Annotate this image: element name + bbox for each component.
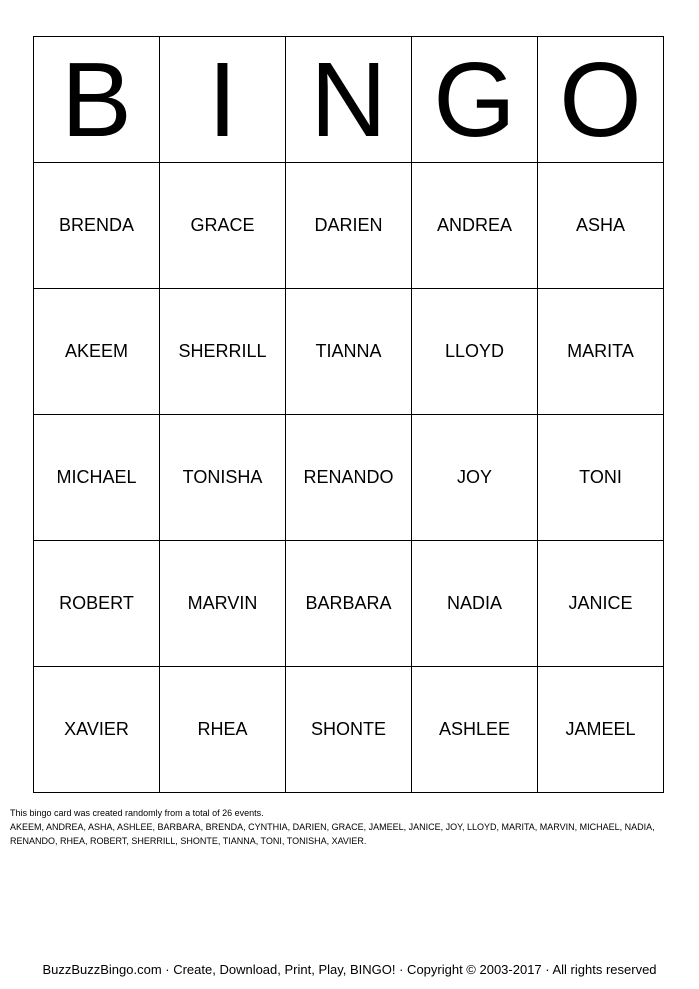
- bingo-cell: RHEA: [160, 667, 286, 793]
- bingo-cell: RENANDO: [286, 415, 412, 541]
- bingo-cell: SHONTE: [286, 667, 412, 793]
- bingo-cell: TONISHA: [160, 415, 286, 541]
- bingo-cell: MARVIN: [160, 541, 286, 667]
- bingo-cell: MICHAEL: [34, 415, 160, 541]
- bingo-row: [34, 667, 664, 793]
- bingo-card: [33, 36, 664, 793]
- bingo-cell: ASHA: [538, 163, 664, 289]
- header-letter-o: O: [538, 37, 664, 163]
- note-event-list-line-1: AKEEM, ANDREA, ASHA, ASHLEE, BARBARA, BRENDA, CYNTHIA, DARIEN, GRACE, JAMEEL, JANICE, JOY, LLOYD, MARITA, MARVIN, MICHAEL, NADIA,: [10, 822, 655, 832]
- bingo-row: [34, 541, 664, 667]
- bingo-cell: ROBERT: [34, 541, 160, 667]
- bingo-cell: AKEEM: [34, 289, 160, 415]
- bingo-cell: SHERRILL: [160, 289, 286, 415]
- bingo-row: [34, 163, 664, 289]
- bingo-cell: LLOYD: [412, 289, 538, 415]
- card-note: [10, 806, 692, 848]
- bingo-cell: BRENDA: [34, 163, 160, 289]
- bingo-cell: NADIA: [412, 541, 538, 667]
- bingo-cell: TIANNA: [286, 289, 412, 415]
- bingo-cell: TONI: [538, 415, 664, 541]
- bingo-cell: MARITA: [538, 289, 664, 415]
- bingo-cell: JOY: [412, 415, 538, 541]
- bingo-header-row: [34, 37, 664, 163]
- bingo-row: [34, 289, 664, 415]
- footer-text: BuzzBuzzBingo.com · Create, Download, Print, Play, BINGO! · Copyright © 2003-2017 · All rights reserved: [42, 962, 657, 977]
- note-intro: This bingo card was created randomly from a total of 26 events.: [10, 808, 264, 818]
- bingo-cell: DARIEN: [286, 163, 412, 289]
- header-letter-n: N: [286, 37, 412, 163]
- header-letter-b: B: [34, 37, 160, 163]
- bingo-cell: BARBARA: [286, 541, 412, 667]
- bingo-cell: XAVIER: [34, 667, 160, 793]
- bingo-cell: GRACE: [160, 163, 286, 289]
- bingo-row: [34, 415, 664, 541]
- bingo-cell: ASHLEE: [412, 667, 538, 793]
- bingo-cell: JANICE: [538, 541, 664, 667]
- bingo-cell: ANDREA: [412, 163, 538, 289]
- header-letter-g: G: [412, 37, 538, 163]
- note-event-list-line-2: RENANDO, RHEA, ROBERT, SHERRILL, SHONTE, TIANNA, TONI, TONISHA, XAVIER.: [10, 836, 367, 846]
- bingo-cell: JAMEEL: [538, 667, 664, 793]
- header-letter-i: I: [160, 37, 286, 163]
